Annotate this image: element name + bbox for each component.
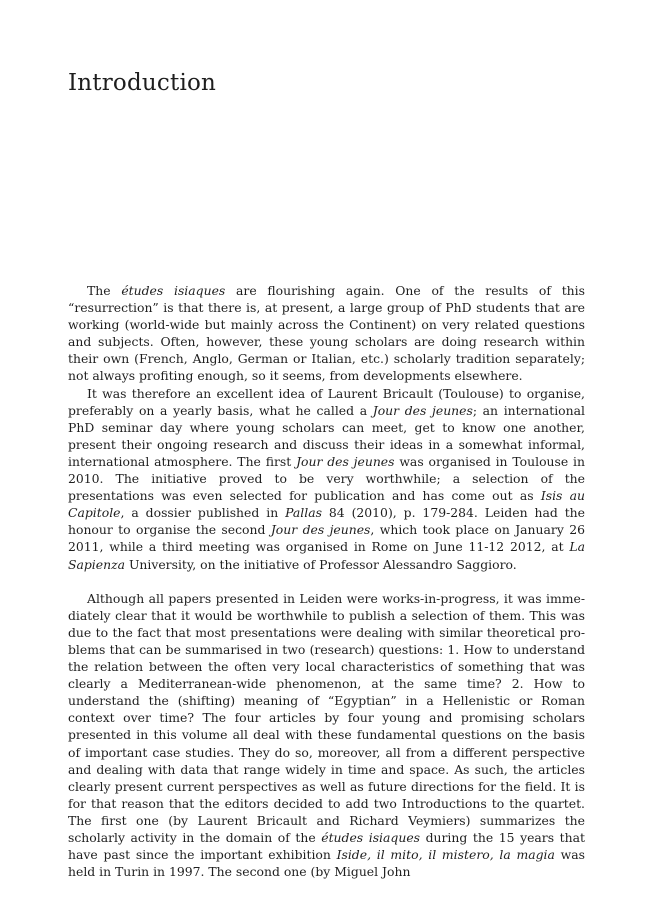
paragraph <box>68 590 585 881</box>
text-run: are flourishing again. One of the results of this “resurrection” is that there is, at present, a large group of PhD students that are working (world-wide but mainly across the Continent) on very related questions and subjects. Often, however, these young scholars are doing research within their own (French, Anglo, German or Italian, etc.) scholarly tradition separately; not always profiting enough, so it seems, from developments elsewhere. <box>68 283 585 384</box>
italic-text: Jour des jeunes <box>296 453 395 469</box>
italic-text: Pallas <box>285 505 322 521</box>
text-run: , which took place on January 26 2011, while a third meeting was organised in Rome on June 11-12 2012, at <box>68 522 585 555</box>
text-run: ; an international PhD seminar day where young scholars can meet, get to know one another, present their ongoing research and discuss their ideas in a somewhat informal, international atmosphere. The first <box>68 402 585 469</box>
italic-text: Jour des jeunes <box>270 522 371 538</box>
text-run: was organised in Toulouse in 2010. The initiative proved to be very worthwhile; a selection of the presentations was even selected for publication and has come out as <box>68 453 585 504</box>
text-run: The <box>87 283 122 298</box>
body-text <box>68 282 585 880</box>
text-run: during the 15 years that have past since the important exhibition <box>68 830 585 863</box>
text-run: , a dossier published in <box>120 505 286 521</box>
paragraph <box>68 282 585 385</box>
text-run: Although all papers presented in Leiden were works-in-progress, it was immediately clear that it would be worthwhile to publish a selection of them. This was due to the fact that most presentations were dealing with similar theoretical problems that can be summarised in two (research) questions: 1. How to understand the relation between the often very local characteristics of something that was clearly a Mediterranean-wide phenomenon, at the same time? 2. How to understand the (shifting) meaning of “Egyptian” in a Hellenistic or Roman context over time? The four articles by four young and promising scholars presented in this volume all deal with these fundamental questions on the basis of important case studies. They do so, moreover, all from a different perspective and dealing with data that range widely in time and space. As such, the articles clearly present current perspectives as well as future directions for the field. It is for that reason that the editors decided to add two Introductions to the quartet. The first one (by Laurent Bricault and Richard Veymiers) summarizes the scholarly activity in the domain of the <box>68 590 585 845</box>
italic-text: La Sapienza <box>68 539 585 572</box>
text-run: University, on the initiative of Professor Alessandro Saggioro. <box>125 556 517 572</box>
italic-text: Isis au Capitole <box>68 488 586 521</box>
italic-text: études isiaques <box>121 283 226 298</box>
italic-text: Iside, il mito, il mistero, la magia <box>336 847 555 863</box>
page-title: Introduction <box>68 70 217 96</box>
text-run: 84 (2010), p. 179-284. Leiden had the honour to organise the second <box>68 505 585 538</box>
italic-text: études isiaques <box>321 830 421 845</box>
italic-text: Jour des jeunes <box>372 402 473 418</box>
paragraph <box>68 385 585 573</box>
text-run: was held in Turin in 1997. The second one (by Miguel John <box>68 847 586 880</box>
text-run: It was therefore an excellent idea of Laurent Bricault (Toulouse) to organise, preferably on a yearly basis, what he called a <box>68 385 585 418</box>
